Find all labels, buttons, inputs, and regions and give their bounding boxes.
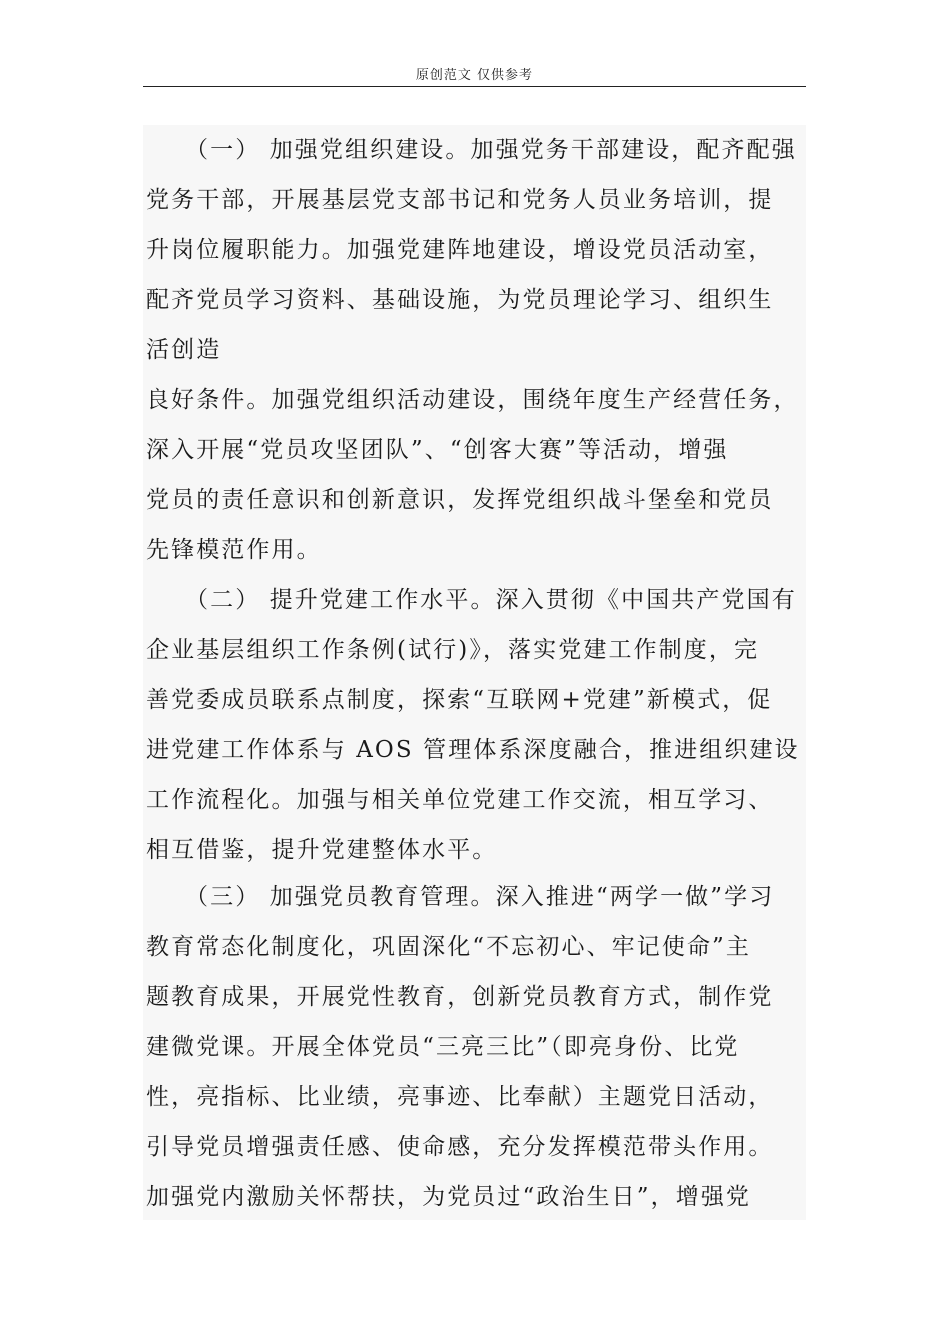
- paragraph-line: （二） 提升党建工作水平。深入贯彻《中国共产党国有: [185, 587, 797, 613]
- paragraph-line: 相互借鉴，提升党建整体水平。: [146, 837, 498, 863]
- paragraph-line: 党务干部，开展基层党支部书记和党务人员业务培训，提: [146, 187, 774, 213]
- page-header: [143, 64, 806, 87]
- paragraph-line: 工作流程化。加强与相关单位党建工作交流，相互学习、: [146, 787, 774, 813]
- paragraph-line: 党员的责任意识和创新意识，发挥党组织战斗堡垒和党员: [146, 487, 774, 513]
- paragraph-line: 加强党内激励关怀帮扶，为党员过“政治生日”，增强党: [146, 1184, 752, 1210]
- paragraph-line: 题教育成果，开展党性教育，创新党员教育方式，制作党: [146, 984, 774, 1010]
- paragraph-line: 进党建工作体系与 AOS 管理体系深度融合，推进组织建设: [146, 737, 800, 763]
- paragraph-line: 性，亮指标、比业绩，亮事迹、比奉献）主题党日活动，: [146, 1084, 774, 1110]
- paragraph-line: 活创造: [146, 337, 222, 363]
- paragraph-line: （三） 加强党员教育管理。深入推进“两学一做”学习: [185, 884, 775, 910]
- paragraph-line: 配齐党员学习资料、基础设施，为党员理论学习、组织生: [146, 287, 774, 313]
- header-title: 原创范文 仅供参考: [415, 68, 534, 83]
- paragraph-line: 引导党员增强责任感、使命感，充分发挥模范带头作用。: [146, 1134, 774, 1160]
- paragraph-line: 良好条件。加强党组织活动建设，围绕年度生产经营任务，: [146, 387, 799, 413]
- paragraph-line: 深入开展“党员攻坚团队”、“创客大赛”等活动，增强: [146, 437, 729, 463]
- paragraph-line: 教育常态化制度化，巩固深化“不忘初心、牢记使命”主: [146, 934, 752, 960]
- paragraph-line: 升岗位履职能力。加强党建阵地建设，增设党员活动室，: [146, 237, 774, 263]
- paragraph-line: 善党委成员联系点制度，探索“互联网+党建”新模式，促: [146, 687, 773, 713]
- document-body: [143, 125, 806, 1220]
- paragraph-line: 先锋模范作用。: [146, 537, 322, 563]
- paragraph-line: 建微党课。开展全体党员“三亮三比”（即亮身份、比党: [146, 1034, 740, 1060]
- paragraph-line: 企业基层组织工作条例(试行)》，落实党建工作制度，完: [146, 637, 760, 663]
- paragraph-line: （一） 加强党组织建设。加强党务干部建设，配齐配强: [185, 137, 797, 163]
